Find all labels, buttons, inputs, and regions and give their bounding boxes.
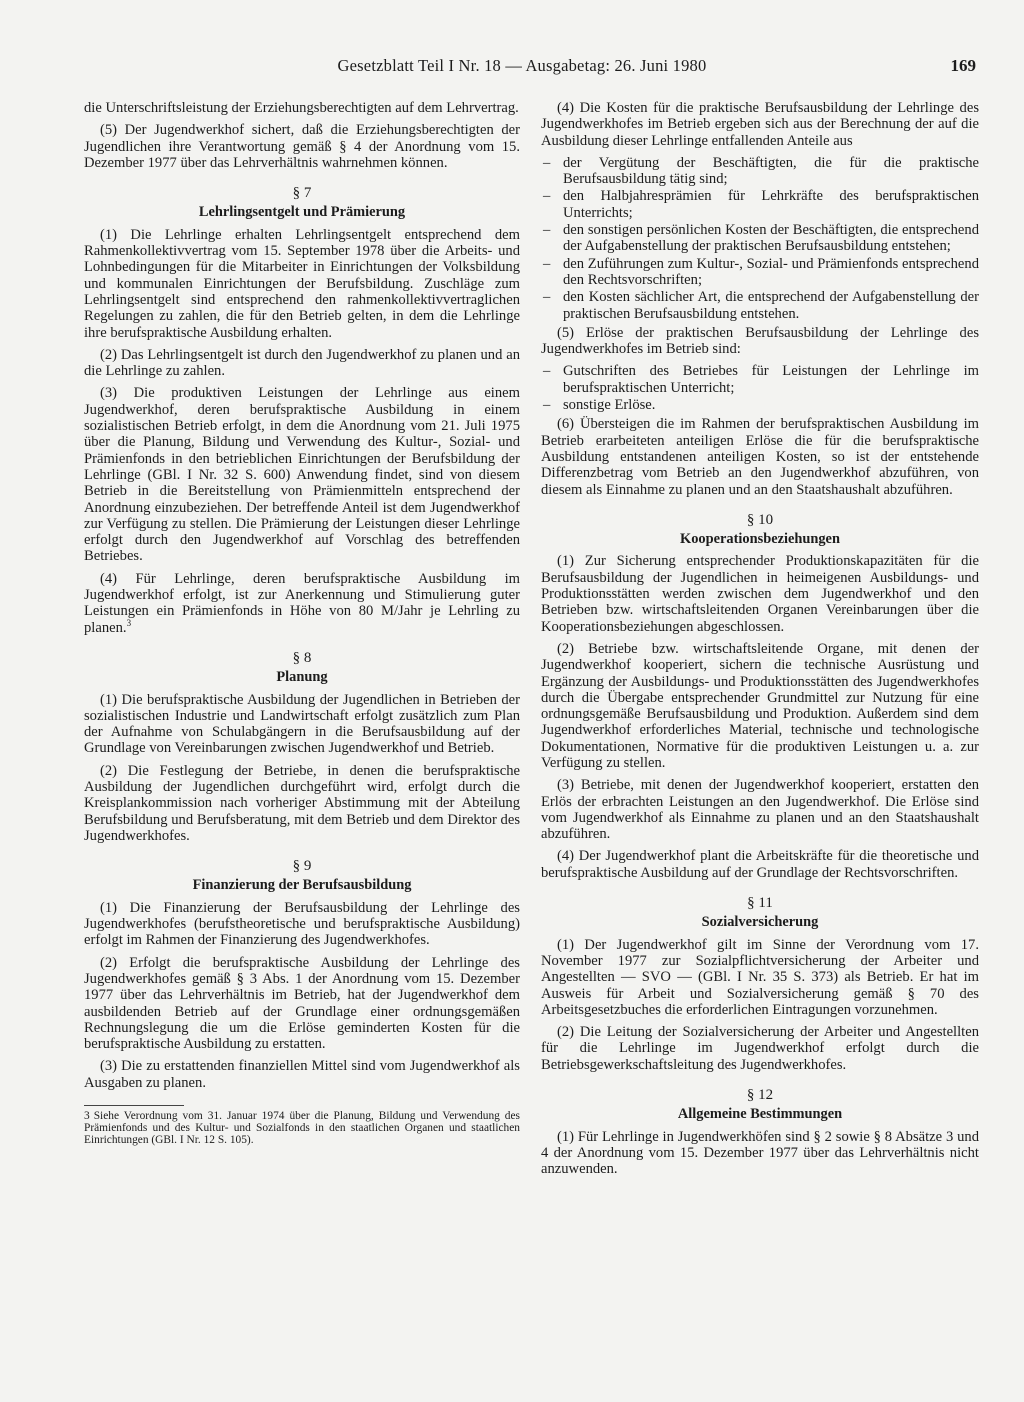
paragraph-10-4: (4) Der Jugendwerkhof plant die Arbeitskräfte für die theoretische und berufspraktische Ausbildung auf der Grundlage der Rechtsvorschriften. (541, 848, 979, 881)
section-number-8: § 8 (292, 649, 312, 666)
page-header (60, 52, 984, 80)
paragraph-7-1: (1) Die Lehrlinge erhalten Lehrlingsentgelt entsprechend dem Rahmenkollektivvertrag vom 15. September 1978 über die Arbeits- und Lohnbedingungen für die Mitarbeiter in Einrichtungen der Volksbildung und kommunalen Einrichtungen der Berufsbildung. Zuschläge zum Lehrlingsentgelt sind entsprechend den rahmenkollektivvertraglichen Regelungen zu zahlen, die für den Betrieb gelten, in dem die Lehrlinge ihre berufspraktische Ausbildung erhalten. (84, 226, 520, 341)
list-item: – den Zuführungen zum Kultur-, Sozial- und Prämienfonds entsprechend den Rechtsvorschriften; (543, 255, 979, 288)
list-item: – den Kosten sächlicher Art, die entsprechend der Aufgabenstellung der praktischen Berufsausbildung entstehen. (543, 289, 979, 322)
section-title-10: Kooperationsbeziehungen (680, 531, 840, 548)
paragraph-9-6: (6) Übersteigen die im Rahmen der berufspraktischen Ausbildung im Betrieb erarbeiteten anteiligen Erlöse die für die berufspraktische Ausbildung entstandenen anteiligen Kosten, so ist der entstehende Differenzbetrag vom Betrieb an den Jugendwerkhof abzuführen, von diesem als Einnahme zu planen und an den Staatshaushalt abzuführen. (541, 416, 979, 498)
paragraph-10-1: (1) Zur Sicherung entsprechender Produktionskapazitäten für die Berufsausbildung der Jugendlichen in heimeigenen Ausbildungs- und Produktionsstätten werden zwischen dem Jugendwerkhof und den Betrieben bzw. wirtschaftsleitenden Organen Vereinbarungen über die Kooperationsbeziehungen abgeschlossen. (541, 553, 979, 635)
section-title-9: Finanzierung der Berufsausbildung (192, 877, 412, 894)
paragraph-8-1: (1) Die berufspraktische Ausbildung der Jugendlichen in Betrieben der sozialistischen Industrie und Landwirtschaft erfolgt zusätzlich zum Plan der Aufnahme von Schulabgängern in die Berufsausbildung auf der Grundlage von Vereinbarungen zwischen Jugendwerkhof und Betrieb. (84, 691, 520, 757)
section-title-12: Allgemeine Bestimmungen (677, 1106, 843, 1123)
paragraph-10-3: (3) Betriebe, mit denen der Jugendwerkhof kooperiert, erstatten den Erlös der erbrachten Leistungen an den Jugendwerkhof. Die Erlöse sind vom Jugendwerkhof als Einnahme zu planen und an den Staatshaushalt abzuführen. (541, 777, 979, 843)
revenue-list (541, 363, 979, 413)
paragraph-7-2: (2) Das Lehrlingsentgelt ist durch den Jugendwerkhof zu planen und an die Lehrlinge zu zahlen. (84, 346, 520, 380)
list-item: – den Halbjahresprämien für Lehrkräfte des berufspraktischen Unterrichts; (543, 188, 979, 221)
paragraph-9-2: (2) Erfolgt die berufspraktische Ausbildung der Lehrlinge des Jugendwerkhofes gemäß § 3 Abs. 1 der Anordnung vom 15. Dezember 1977 über das Lehrverhältnis im Betrieb, hat der Jugendwerkhof dem ausbildenden Betrieb auf der Grundlage einer ordnungsgemäßen Rechnungslegung die um die Erlöse geminderten Kosten für die berufspraktische Ausbildung zu erstatten. (84, 954, 520, 1053)
list-item: – der Vergütung der Beschäftigten, die für die praktische Berufsausbildung tätig sind; (543, 154, 979, 188)
paragraph-9-3: (3) Die zu erstattenden finanziellen Mittel sind vom Jugendwerkhof als Ausgaben zu planen. (84, 1058, 520, 1091)
paragraph-7-3: (3) Die produktiven Leistungen der Lehrlinge aus einem Jugendwerkhof, deren berufspraktische Ausbildung in einem sozialistischen Betrieb erfolgt, in dem die Anordnung vom 21. Juli 1975 über die Planung, Bildung und Verwendung des Kultur-, Sozial- und Prämienfonds in den betrieblichen Einrichtungen der Berufsbildung der Lehrlinge (GBl. I Nr. 32 S. 600) Anwendung findet, sind von diesem Betrieb in die Bereitstellung von Prämienmitteln entsprechend der Anordnung einzubeziehen. Der betreffende Anteil ist dem Jugendwerkhof zur Verfügung zu stellen. Die Prämierung der Leistungen dieser Lehrlinge erfolgt durch den Jugendwerkhof auf Vorschlag des betreffenden Betriebes. (84, 385, 520, 565)
section-number-9: § 9 (292, 858, 312, 875)
paragraph-7-4 (84, 571, 520, 636)
section-number-7: § 7 (292, 185, 312, 202)
cost-list (541, 155, 979, 322)
paragraph-8-2: (2) Die Festlegung der Betriebe, in denen die berufspraktische Ausbildung der Jugendlichen durchgeführt wird, erfolgt durch die Kreisplankommission nach vorheriger Abstimmung mit der Abteilung Berufsbildung und Berufsberatung, mit dem Betrieb und dem Direktor des Jugendwerkhofes. (84, 762, 520, 844)
section-number-11: § 11 (747, 895, 773, 912)
paragraph-7-4-text: (4) Für Lehrlinge, deren berufspraktische Ausbildung im Jugendwerkhof erfolgt, ist zur Anerkennung und Stimulierung guter Leistungen ein Prämienfonds in Höhe von 80 M/Jahr je Lehrling zu planen. (84, 570, 520, 636)
paragraph-9-4: (4) Die Kosten für die praktische Berufsausbildung der Lehrlinge des Jugendwerkhofes im Betrieb ergeben sich aus der Berechnung der auf die Ausbildung dieser Lehrlinge entfallenden Anteile aus (541, 100, 979, 149)
paragraph-12-1: (1) Für Lehrlinge in Jugendwerkhöfen sind § 2 sowie § 8 Absätze 3 und 4 der Anordnung vom 15. Dezember 1977 über das Lehrverhältnis nicht anzuwenden. (541, 1128, 979, 1178)
section-title-7: Lehrlingsentgelt und Prämierung (198, 204, 406, 221)
paragraph-11-2: (2) Die Leitung der Sozialversicherung der Arbeiter und Angestellten für die Lehrlinge im Jugendwerkhof erfolgt durch die Betriebsgewerkschaftsleitung des Jugendwerkhofes. (541, 1024, 979, 1073)
list-item: – sonstige Erlöse. (543, 397, 656, 414)
paragraph-9-1: (1) Die Finanzierung der Berufsausbildung der Lehrlinge des Jugendwerkhofes (berufstheoretische und berufspraktische Ausbildung) erfolgt im Rahmen der Finanzierung des Jugendwerkhofes. (84, 899, 520, 949)
footnote-reference: 3 (126, 617, 132, 628)
paragraph-9-5: (5) Erlöse der praktischen Berufsausbildung der Lehrlinge des Jugendwerkhofes im Betrieb sind: (541, 324, 979, 358)
section-number-10: § 10 (746, 511, 774, 528)
section-number-12: § 12 (746, 1087, 774, 1104)
footnote-divider (84, 1105, 184, 1106)
footnote (84, 1110, 520, 1147)
list-item: – Gutschriften des Betriebes für Leistungen der Lehrlinge im berufspraktischen Unterricht; (543, 363, 979, 396)
left-column (84, 100, 520, 1147)
gazette-title: Gesetzblatt Teil I Nr. 18 — Ausgabetag: 26. Juni 1980 (337, 56, 707, 75)
footnote-text: Siehe Verordnung vom 31. Januar 1974 über die Planung, Bildung und Verwendung des Prämienfonds und des Kultur- und Sozialfonds in den staatlichen Organen und staatlichen Einrichtungen (GBl. I Nr. 12 S. 105). (84, 1110, 520, 1147)
list-item: – den sonstigen persönlichen Kosten der Beschäftigten, die entsprechend der Aufgabenstellung der praktischen Berufsausbildung entstehen; (543, 222, 979, 255)
section-title-11: Sozialversicherung (701, 914, 819, 931)
page-number: 169 (950, 56, 976, 75)
right-column (541, 100, 979, 1184)
section-title-8: Planung (276, 669, 328, 686)
paragraph-6-5: (5) Der Jugendwerkhof sichert, daß die Erziehungsberechtigten der Jugendlichen ihre Verantwortung gemäß § 4 der Anordnung vom 15. Dezember 1977 über das Lehrverhältnis wahrnehmen können. (84, 122, 520, 171)
paragraph-10-2: (2) Betriebe bzw. wirtschaftsleitende Organe, mit denen der Jugendwerkhof kooperiert, sichern die technische Ausrüstung und Ergänzung der Ausbildungs- und Produktionsstätten des Jugendwerkhofes durch die Übergabe entsprechender Grundmittel zur Nutzung für eine ordnungsgemäße Berufsausbildung und Produktion. Außerdem sind dem Jugendwerkhof erforderliches Material, technische und technologische Dokumentationen, Normative für die produktiven Leistungen u. a. zur Verfügung zu stellen. (541, 640, 979, 771)
footnote-mark: 3 (84, 1110, 90, 1123)
paragraph-11-1: (1) Der Jugendwerkhof gilt im Sinne der Verordnung vom 17. November 1977 zur Sozialpflichtversicherung der Arbeiter und Angestellten — SVO — (GBl. I Nr. 35 S. 373) als Betrieb. Er hat im Ausweis für Arbeit und Sozialversicherung gemäß § 70 des Arbeitsgesetzbuches die erforderlichen Eintragungen vorzunehmen. (541, 936, 979, 1018)
paragraph-continued: die Unterschriftsleistung der Erziehungsberechtigten auf dem Lehrvertrag. (84, 100, 519, 116)
